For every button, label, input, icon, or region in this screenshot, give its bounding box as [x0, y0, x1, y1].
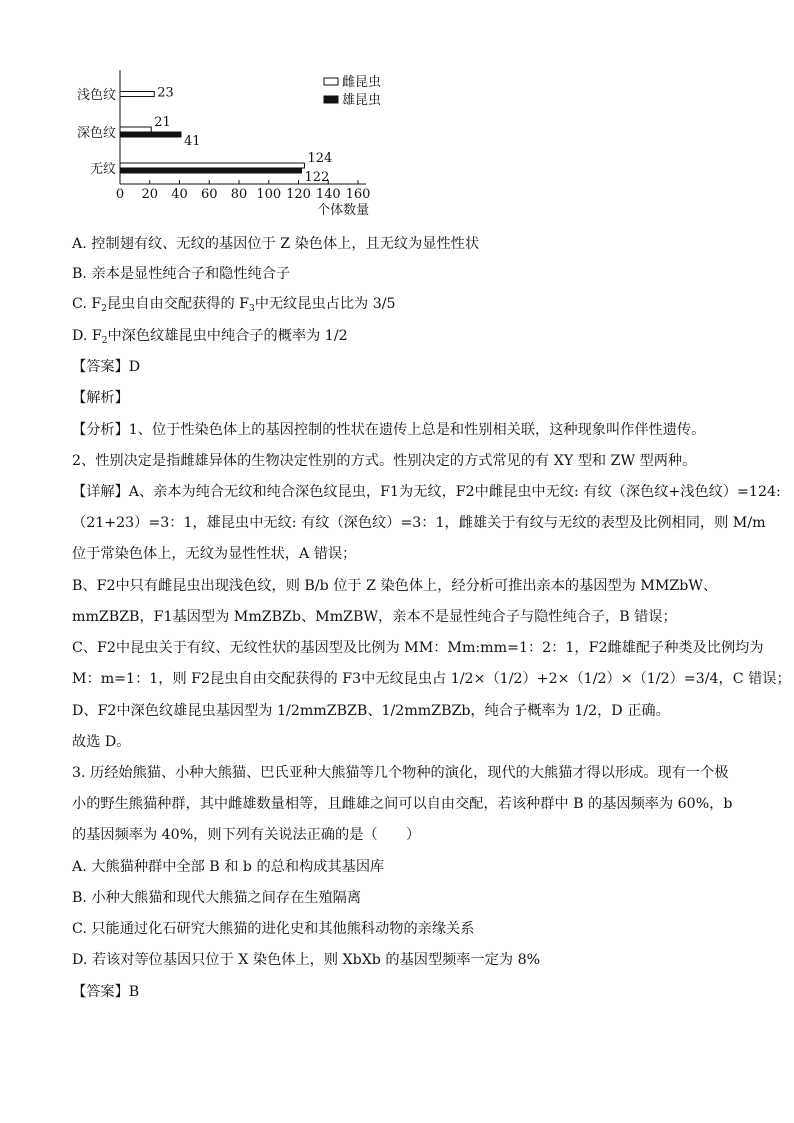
detail-a-1: 【详解】A、亲本为纯合无纹和纯合深色纹昆虫，F1为无纹，F2中雌昆虫中无纹: 有纹（深色纹+浅色纹）=124:: [72, 484, 781, 500]
option-c-mid: 昆虫自由交配获得的 F: [106, 296, 249, 312]
option-a: A. 控制翅有纹、无纹的基因位于 Z 染色体上，且无纹为显性性状: [72, 236, 480, 252]
detail-a-2: （21+23）=3：1，雄昆虫中无纹: 有纹（深色纹）=3：1，雌雄关于有纹与无纹的表型及比例相同，则 M/m: [72, 515, 766, 531]
chart-layer: [77, 70, 381, 218]
bar-data-label: 41: [183, 134, 201, 149]
question-3-option-b: B. 小种大熊猫和现代大熊猫之间存在生殖隔离: [72, 890, 362, 906]
bar-data-label: 124: [307, 151, 333, 166]
detail-d-1: D、F2中深色纹雄昆虫基因型为 1/2mmZBZB、1/2mmZBZb，纯合子概率为 1/2，D 正确。: [72, 703, 670, 719]
x-tick-label: 40: [171, 187, 188, 202]
legend-label: 雌昆虫: [342, 75, 382, 90]
answer-1: 【答案】D: [72, 359, 141, 375]
conclusion: 故选 D。: [72, 734, 131, 750]
option-b: B. 亲本是显性纯合子和隐性纯合子: [72, 266, 291, 282]
x-axis-label: 个体数量: [317, 203, 370, 218]
question-3-line-3: 的基因频率为 40%，则下列有关说法正确的是（ ）: [72, 827, 421, 843]
option-d: [72, 326, 734, 346]
option-c-sub1: 2: [101, 304, 107, 314]
answer-3: 【答案】B: [72, 984, 140, 1000]
bar-female: [120, 163, 304, 168]
x-tick-label: 120: [286, 187, 311, 202]
option-d-post: 中深色纹雄昆虫中纯合子的概率为 1/2: [107, 328, 348, 344]
question-3-option-d: D. 若该对等位基因只位于 X 染色体上，则 XbXb 的基因型频率一定为 8%: [72, 952, 541, 968]
analysis-fenxi-2: 2、性别决定是指雌雄异体的生物决定性别的方式。性别决定的方式常见的有 XY 型和 ZW 型两种。: [72, 453, 697, 469]
x-tick-label: 100: [256, 187, 282, 202]
option-c-sub2: 3: [249, 304, 255, 314]
bar-male: [120, 132, 181, 137]
y-category-label: 浅色纹: [76, 88, 116, 103]
detail-b-2: mmZBZB，F1基因型为 MmZBZb、MmZBW，亲本不是显性纯合子与隐性纯合子，B 错误；: [72, 609, 677, 625]
legend-label: 雄昆虫: [342, 93, 382, 108]
question-3-option-a: A. 大熊猫种群中全部 B 和 b 的总和构成其基因库: [72, 859, 385, 875]
option-c: [72, 294, 734, 314]
bar-female: [120, 92, 154, 97]
bar-data-label: 21: [154, 115, 171, 130]
x-tick-label: 80: [230, 187, 248, 202]
detail-a-3: 位于常染色体上，无纹为显性性状，A 错误；: [72, 546, 357, 562]
legend-swatch: [324, 96, 338, 103]
option-c-post: 中无纹昆虫占比为 3/5: [254, 296, 396, 312]
y-category-label: 无纹: [89, 162, 116, 177]
bar-data-label: 122: [304, 170, 330, 185]
question-3-line-2: 小的野生熊猫种群，其中雌雄数量相等，且雌雄之间可以自由交配，若该种群中 B 的基因频率为 60%，b: [72, 796, 733, 812]
question-3-option-c: C. 只能通过化石研究大熊猫的进化史和其他熊科动物的亲缘关系: [72, 921, 475, 937]
detail-b-1: B、F2中只有雌昆虫出现浅色纹，则 B/b 位于 Z 染色体上，经分析可推出亲本的基因型为 MMZbW、: [72, 578, 718, 594]
x-tick-label: 20: [141, 187, 159, 202]
option-d-pre: D. F: [72, 328, 102, 344]
detail-c-2: M：m=1：1，则 F2昆虫自由交配获得的 F3中无纹昆虫占 1/2×（1/2）+2×（1/2）×（1/2）=3/4，C 错误；: [72, 671, 791, 687]
option-d-sub: 2: [101, 336, 108, 346]
x-tick-label: 60: [200, 187, 218, 202]
bar-data-label: 23: [157, 85, 174, 101]
question-3-line-1: 3. 历经始熊猫、小种大熊猫、巴氏亚种大熊猫等几个物种的演化，现代的大熊猫才得以形成。现有一个极: [72, 765, 729, 781]
bar-chart: [60, 62, 460, 222]
option-c-pre: C. F: [72, 296, 102, 312]
x-tick-label: 0: [115, 187, 125, 202]
analysis-fenxi-1: 【分析】1、位于性染色体上的基因控制的性状在遗传上总是和性别相关联，这种现象叫作伴性遗传。: [72, 422, 706, 438]
detail-c-1: C、F2中昆虫关于有纹、无纹性状的基因型及比例为 MM：Mm:mm=1：2：1，F2雌雄配子种类及比例均为: [72, 640, 764, 656]
x-tick-label: 160: [345, 187, 371, 202]
analysis-title: 【解析】: [72, 390, 129, 406]
bar-male: [120, 168, 301, 173]
x-tick-label: 140: [315, 187, 341, 202]
bar-female: [120, 127, 151, 132]
y-category-label: 深色纹: [76, 126, 116, 141]
legend-swatch: [324, 78, 338, 85]
